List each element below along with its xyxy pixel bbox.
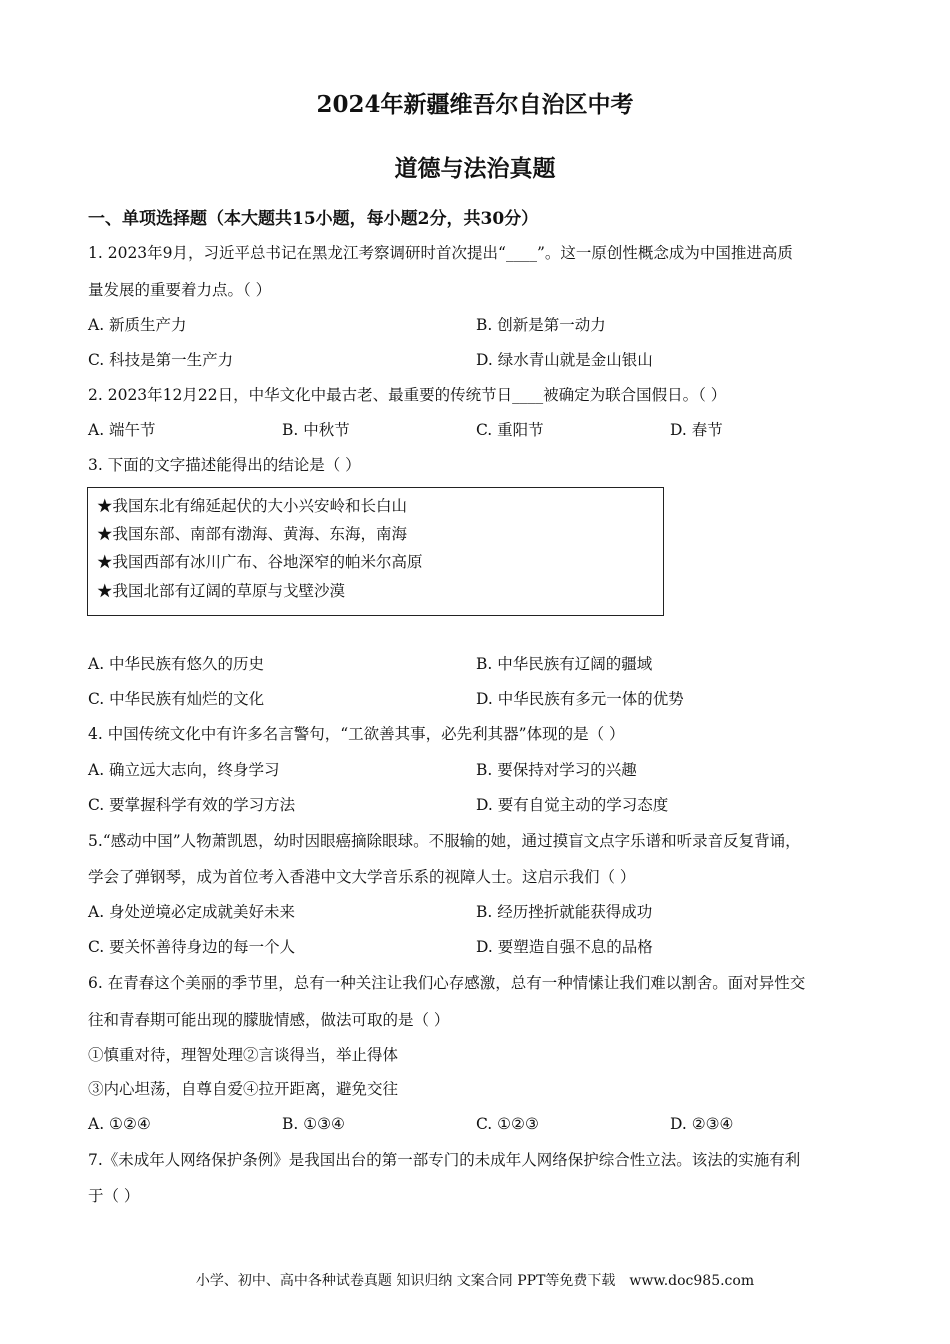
q3-material-line: ★我国东部、南部有渤海、黄海、东海，南海 (97, 525, 408, 543)
q6-option-c: C. ①②③ (476, 1115, 539, 1133)
q7-stem-line2: 于（ ） (88, 1187, 140, 1205)
section-heading: 一、单项选择题（本大题共15小题，每小题2分，共30分） (88, 209, 539, 229)
q2-stem: 2. 2023年12月22日，中华文化中最古老、最重要的传统节日____被确定为联合国假日。（ ） (88, 386, 727, 404)
q3-material-box (87, 487, 664, 616)
q3-material-line: ★我国东北有绵延起伏的大小兴安岭和长白山 (97, 497, 408, 515)
q3-stem: 3. 下面的文字描述能得出的结论是（ ） (88, 456, 361, 474)
q6-option-d: D. ②③④ (670, 1115, 734, 1133)
q1-option-b: B. 创新是第一动力 (476, 316, 606, 334)
q4-option-a: A. 确立远大志向，终身学习 (88, 761, 280, 779)
q5-option-a: A. 身处逆境必定成就美好未来 (88, 903, 296, 921)
q4-option-d: D. 要有自觉主动的学习态度 (476, 796, 669, 814)
q5-option-d: D. 要塑造自强不息的品格 (476, 938, 653, 956)
q4-option-c: C. 要掌握科学有效的学习方法 (88, 796, 296, 814)
q6-stem-line2: 往和青春期可能出现的朦胧情感，做法可取的是（ ） (88, 1011, 450, 1029)
q3-option-d: D. 中华民族有多元一体的优势 (476, 690, 684, 708)
q5-stem-line1: 5.“感动中国”人物萧凯恩，幼时因眼癌摘除眼球。不服输的她，通过摸盲文点字乐谱和听录音反复背诵， (88, 832, 801, 850)
q5-option-c: C. 要关怀善待身边的每一个人 (88, 938, 296, 956)
q4-option-b: B. 要保持对学习的兴趣 (476, 761, 637, 779)
page-footer: 小学、初中、高中各种试卷真题 知识归纳 文案合同 PPT等免费下载 www.doc985.com (195, 1273, 755, 1289)
q2-option-c: C. 重阳节 (476, 421, 544, 439)
q6-statement-line1: ①慎重对待，理智处理②言谈得当，举止得体 (88, 1046, 399, 1064)
q3-option-c: C. 中华民族有灿烂的文化 (88, 690, 265, 708)
q1-stem-line2: 量发展的重要着力点。（ ） (88, 281, 272, 299)
exam-title: 2024年新疆维吾尔自治区中考 (316, 91, 634, 118)
q2-option-a: A. 端午节 (88, 421, 156, 439)
q6-option-a: A. ①②④ (88, 1115, 151, 1133)
q6-stem-line1: 6. 在青春这个美丽的季节里，总有一种关注让我们心存感激，总有一种情愫让我们难以割舍。面对异性交 (88, 974, 806, 992)
q6-statement-line2: ③内心坦荡，自尊自爱④拉开距离，避免交往 (88, 1080, 399, 1098)
q1-stem-line1: 1. 2023年9月，习近平总书记在黑龙江考察调研时首次提出“____”。这一原创性概念成为中国推进高质 (88, 244, 793, 262)
q1-option-a: A. 新质生产力 (88, 316, 187, 334)
q7-stem-line1: 7.《未成年人网络保护条例》是我国出台的第一部专门的未成年人网络保护综合性立法。该法的实施有利 (88, 1151, 801, 1169)
q3-material-line: ★我国北部有辽阔的草原与戈壁沙漠 (97, 582, 346, 600)
q4-stem: 4. 中国传统文化中有许多名言警句，“工欲善其事，必先利其器”体现的是（ ） (88, 725, 625, 743)
q1-option-d: D. 绿水青山就是金山银山 (476, 351, 653, 369)
q3-option-b: B. 中华民族有辽阔的疆域 (476, 655, 653, 673)
q2-option-d: D. 春节 (670, 421, 723, 439)
q6-option-b: B. ①③④ (282, 1115, 345, 1133)
q2-option-b: B. 中秋节 (282, 421, 350, 439)
q3-material-line: ★我国西部有冰川广布、谷地深窄的帕米尔高原 (97, 553, 423, 571)
q3-option-a: A. 中华民族有悠久的历史 (88, 655, 265, 673)
q5-stem-line2: 学会了弹钢琴，成为首位考入香港中文大学音乐系的视障人士。这启示我们（ ） (88, 868, 636, 886)
q5-option-b: B. 经历挫折就能获得成功 (476, 903, 653, 921)
exam-subtitle: 道德与法治真题 (394, 155, 556, 182)
q1-option-c: C. 科技是第一生产力 (88, 351, 234, 369)
